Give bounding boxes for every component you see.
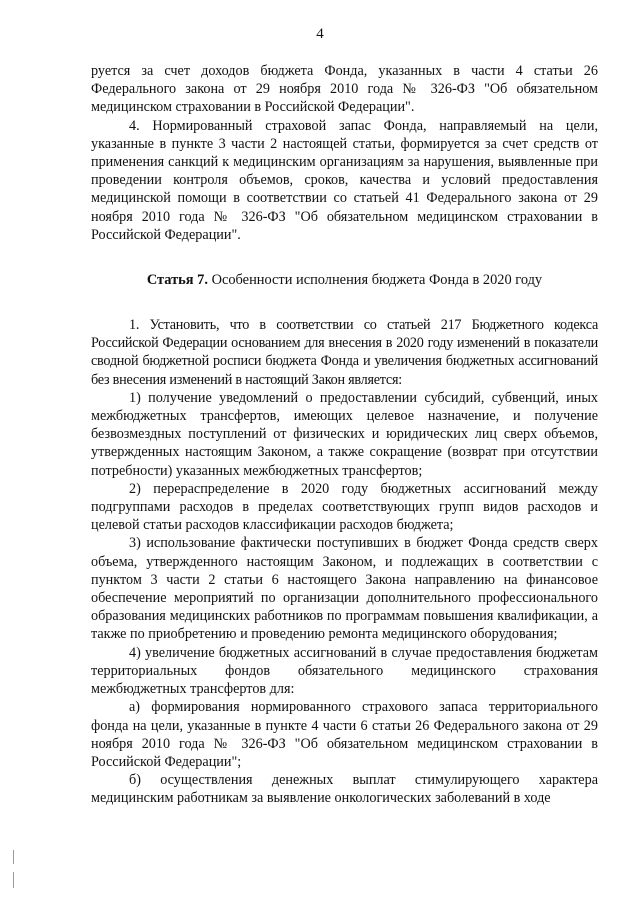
paragraph-reserve-fund: 4. Нормированный страховой запас Фонда, направляемый на цели, указанные в пункте 3 части 2 настоящей статьи, формируется за счет средств от применения санкций к медицинским организациям за нарушения, выявленные при проведении контроля объемов, сроков, качества и условий предоставления медицинской помощи в соответствии со статьей 41 Федерального закона от 29 ноября 2010 года № 326-ФЗ "Об обязательном медицинском страховании в Российской Федерации". [91,117,598,243]
document-body [91,62,598,808]
paragraph-continuation: руется за счет доходов бюджета Фонда, указанных в части 4 статьи 26 Федерального закона от 29 ноября 2010 года № 326-ФЗ "Об обязательном медицинском страховании в Российской Федерации". [91,63,598,116]
sub-item-b: б) осуществления денежных выплат стимулирующего характера медицинским работникам за выявление онкологических заболеваний в ходе [91,772,598,807]
list-item-2: 2) перераспределение в 2020 году бюджетных ассигнований между подгруппами расходов в пределах соответствующих групп видов расходов и целевой статьи расходов классификации расходов бюджета; [91,480,598,534]
page-number: 4 [316,26,324,42]
article-label: Статья 7. [146,272,208,289]
scan-edge-mark-lower [13,872,14,888]
article-title: Особенности исполнения бюджета Фонда в 2020 году [211,272,543,289]
article-heading [91,271,598,289]
list-item-3: 3) использование фактически поступивших в бюджет Фонда средств сверх объема, утвержденного настоящим Законом, и подлежащих в соответствии с пунктом 3 части 2 статьи 6 настоящего Закона направлению на финансовое обеспечение мероприятий по организации дополнительного профессионального образования медицинских работников по программам повышения квалификации, а также по приобретению и проведению ремонта медицинского оборудования; [91,535,598,643]
article-paragraph-1: 1. Установить, что в соответствии со статьей 217 Бюджетного кодекса Российской Федерации основанием для внесения в 2020 году изменений в показатели сводной бюджетной росписи бюджета Фонда и увеличения бюджетных ассигнований без внесения изменений в настоящий Закон является: [91,317,598,388]
sub-item-a: а) формирования нормированного страхового запаса территориального фонда на цели, указанные в пункте 4 части 6 статьи 26 Федерального закона от 29 ноября 2010 года № 326-ФЗ "Об обязательном медицинском страховании в Российской Федерации"; [91,699,598,770]
scan-edge-mark-upper [13,850,14,864]
list-item-1: 1) получение уведомлений о предоставлении субсидий, субвенций, иных межбюджетных трансфертов, имеющих целевое назначение, и получение безвозмездных поступлений от физических и юридических лиц сверх объемов, утвержденных настоящим Законом, а также сокращение (возврат при отсутствии потребности) указанных межбюджетных трансфертов; [91,389,598,479]
list-item-4: 4) увеличение бюджетных ассигнований в случае предоставления бюджетам территориальных фондов обязательного медицинского страхования межбюджетных трансфертов для: [91,644,598,698]
